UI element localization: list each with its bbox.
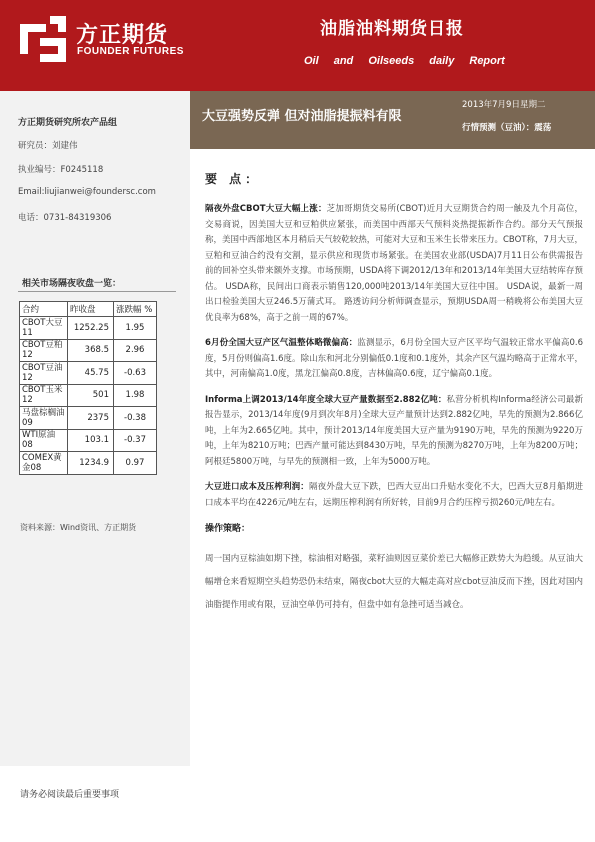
paragraph-lead: 6月份全国大豆产区气温整体略微偏高：: [205, 338, 358, 348]
logo-text-cn: 方正期货: [76, 23, 169, 48]
change-cell: 1.98: [114, 384, 157, 407]
close-cell: 1252.25: [68, 317, 114, 340]
data-source: 资料来源：Wind资讯、方正期货: [20, 523, 137, 532]
close-cell: 501: [68, 384, 114, 407]
table-row: [20, 407, 157, 430]
paragraph-lead: 大豆进口成本及压榨利润：: [205, 482, 309, 492]
close-cell: 368.5: [68, 339, 114, 362]
paragraph-text: 私营分析机构Informa经济公司最新报告显示，2013/14年度(9月到次年8月)全球大豆产量预计达到2.882亿吨，早先的预测为2.866亿吨，上年为2.665亿吨。其中，预计2013/14年度美国大豆产量为9190万吨，早先的预测为9220万吨，上年为8210万吨；巴西产量可能达到8430万吨，早先的预测为8270万吨，上年为8200万吨；阿根廷5800万吨，与早先的预测相一致，上年为5000万吨。: [205, 394, 583, 467]
table-row: [20, 429, 157, 452]
paragraph-text: 芝加哥期货交易所(CBOT)近月大豆期货合约周一触及九个月高位，交易商说，因美国大豆和豆粕供应紧张，而美国中西部天气预料炎热提振新作合约。部分天气预报称，美国中西部地区本月稍后天气较乾较热，可能对大豆和玉米生长带来压力。CBOT称，7月大豆，豆粕和豆油合约没有交割，显示供应和现货市场紧张。在美国农业部(USDA)7月11日公布供需报告前的回补空头带来额外支撑。市场预期，USDA将下调2012/13年和2013/14年美国大豆结转库存预估。 USDA称，民间出口商表示销售120,000吨2013/14年美国大豆往中国。 USDA说，最新一周出口检验美国大豆246.5万蒲式耳。 路透访问分析师调查显示，预期USDA周一稍晚将公布美国大豆优良率为68%，高于之前一周的67%。: [205, 204, 583, 323]
email-address[interactable]: Email:liujianwei@foundersc.com: [18, 187, 156, 197]
contract-cell: CBOT大豆11: [20, 317, 68, 340]
change-cell: 0.97: [114, 452, 157, 475]
contract-cell: COMEX黄金08: [20, 452, 68, 475]
founder-logo-icon: [20, 16, 66, 62]
table-row: [20, 362, 157, 385]
close-cell: 1234.9: [68, 452, 114, 475]
sidebar: [0, 91, 190, 766]
logo-text-en: FOUNDER FUTURES: [77, 46, 184, 57]
phone-number: 电话：0731-84319306: [18, 213, 112, 223]
change-cell: -0.37: [114, 429, 157, 452]
column-header: 涨跌幅 %: [114, 302, 157, 317]
close-cell: 45.75: [68, 362, 114, 385]
report-header: [0, 0, 595, 91]
change-cell: 1.95: [114, 317, 157, 340]
table-row: [20, 384, 157, 407]
paragraph: [205, 336, 583, 383]
title-band: [190, 91, 595, 149]
license-number: 执业编号：F0245118: [18, 165, 104, 175]
main-content: [205, 170, 583, 617]
change-cell: 2.96: [114, 339, 157, 362]
contract-cell: WTI原油08: [20, 429, 68, 452]
column-header: 昨收盘: [68, 302, 114, 317]
close-cell: 103.1: [68, 429, 114, 452]
table-row: [20, 317, 157, 340]
report-date: 2013年7月9日星期二: [462, 100, 546, 110]
table-header-row: [20, 302, 157, 317]
disclaimer-note: 请务必阅读最后重要事项: [20, 790, 120, 800]
contract-cell: CBOT豆粕12: [20, 339, 68, 362]
close-cell: 2375: [68, 407, 114, 430]
market-quotes-table: [19, 301, 157, 475]
column-header: 合约: [20, 302, 68, 317]
table-row: [20, 452, 157, 475]
report-headline: 大豆强势反弹 但对油脂提振料有限: [202, 109, 402, 124]
market-table-title: 相关市场隔夜收盘一览：: [22, 279, 122, 289]
paragraph: [205, 202, 583, 326]
report-title-cn: 油脂油料期货日报: [320, 19, 464, 39]
contract-cell: CBOT豆油12: [20, 362, 68, 385]
paragraph-lead: Informa上调2013/14年度全球大豆产量数据至2.882亿吨：: [205, 394, 447, 405]
strategy-heading: 操作策略：: [205, 524, 251, 534]
paragraph-lead: 隔夜外盘CBOT大豆大幅上涨：: [205, 204, 327, 214]
paragraph-text: 监测显示，6月份全国大豆产区平均气温较正常水平偏高0.6度，5月份则偏高1.6度。除山东和河北分别偏低0.1度和0.1度外，其余产区气温均略高于正常水平，其中，河南偏高1.0度，黑龙江偏高0.8度，吉林偏高0.6度，辽宁偏高0.1度。: [205, 338, 583, 379]
report-title-en: Oil and Oilseeds daily Report: [304, 55, 505, 67]
contract-cell: CBOT玉米12: [20, 384, 68, 407]
paragraph: [205, 393, 583, 471]
divider: [18, 291, 176, 292]
market-forecast: 行情预测（豆油）：震荡: [462, 123, 552, 133]
research-group: 方正期货研究所农产品组: [18, 118, 118, 128]
paragraph: [205, 480, 583, 511]
researcher-name: 研究员：刘建伟: [18, 141, 78, 151]
table-row: [20, 339, 157, 362]
points-heading: 要 点：: [205, 172, 262, 186]
strategy-text: 周一国内豆棕油如期下挫，棕油相对略强，菜籽油则因豆菜价差已大幅修正跌势大为趋缓。从豆油大幅增仓来看短期空头趋势恐仍未结束，隔夜cbot大豆的大幅走高对应cbot豆油反而下挫，因此对国内油脂提作用或有限，豆油空单仍可持有，但盘中如有急挫可适当减仓。: [205, 554, 583, 610]
paragraph-text: 隔夜外盘大豆下跌，巴西大豆出口升贴水变化不大，巴西大豆8月船期进口成本平均在4226元/吨左右，远期压榨利润有所好转，目前9月合约压榨亏损260元/吨左右。: [205, 482, 583, 508]
change-cell: -0.63: [114, 362, 157, 385]
change-cell: -0.38: [114, 407, 157, 430]
contract-cell: 马盘棕榈油09: [20, 407, 68, 430]
